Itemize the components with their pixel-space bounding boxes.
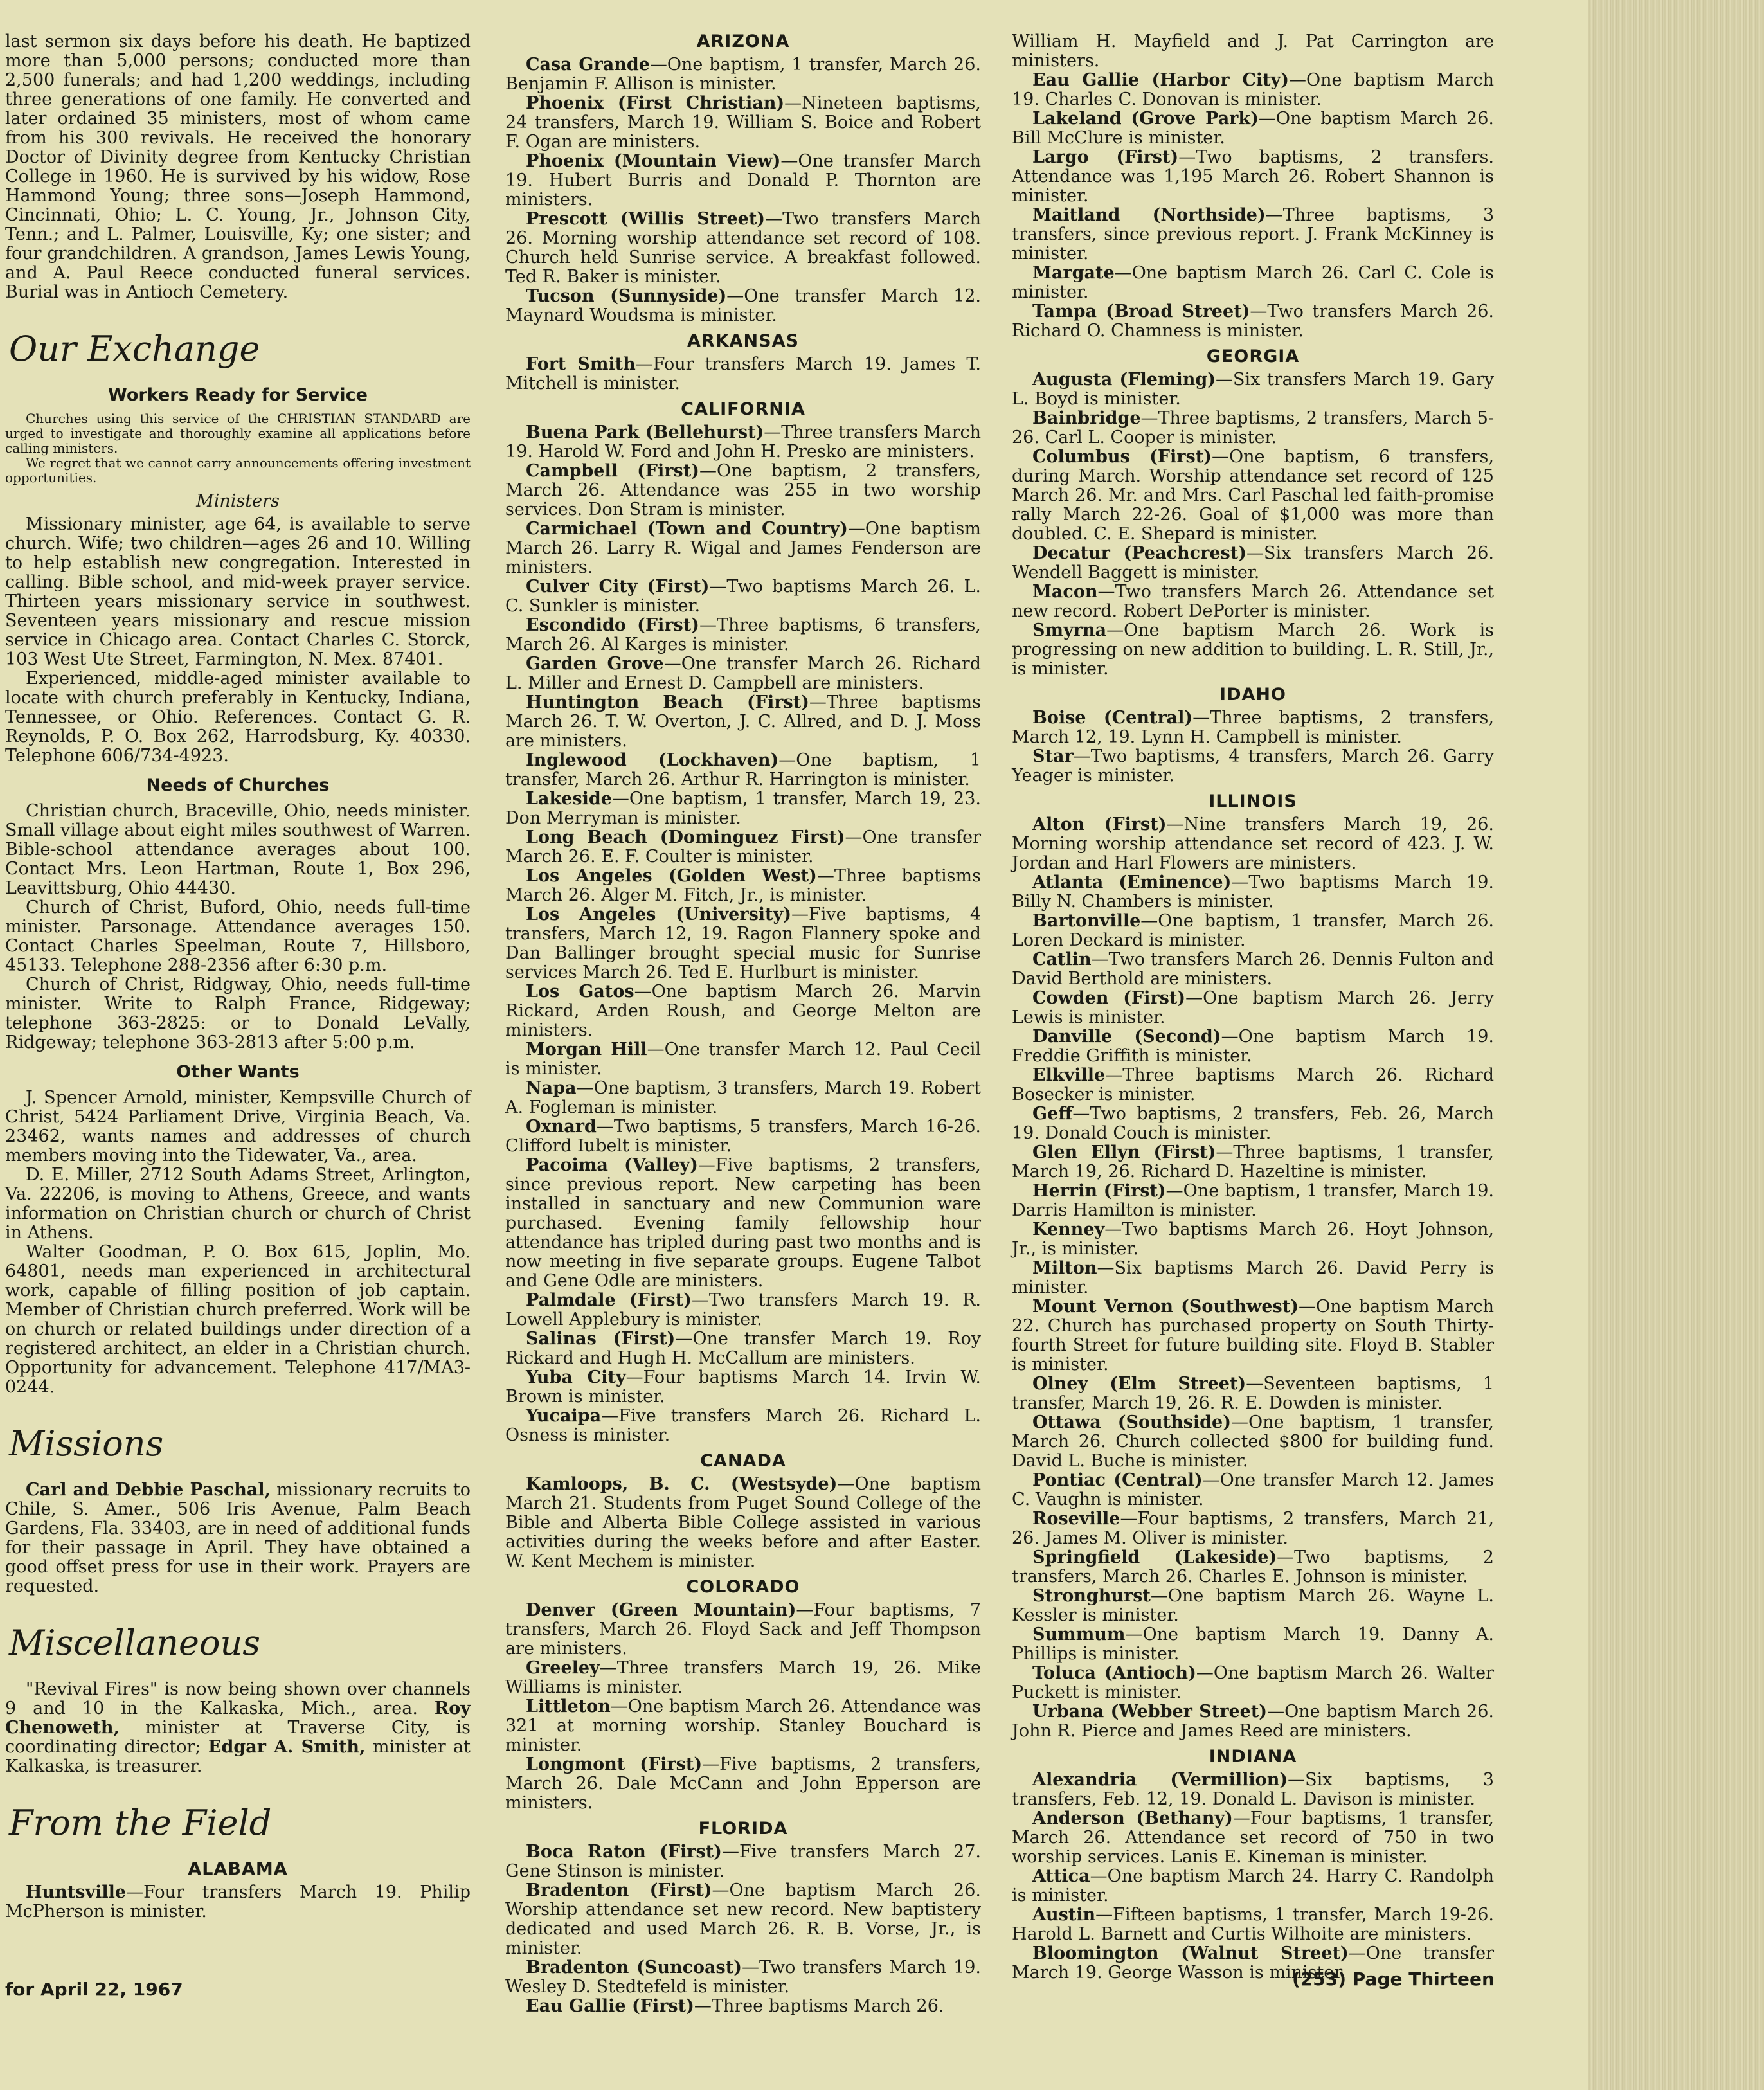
church-name: Danville (Second) xyxy=(1032,1027,1221,1047)
field-report xyxy=(505,1117,981,1156)
field-report xyxy=(1012,1867,1494,1905)
issue-date: for April 22, 1967 xyxy=(5,1979,183,2000)
field-report xyxy=(505,1156,981,1291)
field-report xyxy=(505,152,981,210)
report-text: —One transfer March 12. James C. Vaughn is minister. xyxy=(1012,1470,1494,1509)
field-report xyxy=(505,462,981,519)
church-name: Denver (Green Mountain) xyxy=(526,1600,797,1620)
report-text: —Four baptisms, 7 transfers, March 26. Floyd Sack and Jeff Thompson are ministers. xyxy=(505,1600,981,1659)
report-text: —Two baptisms March 26. L. C. Sunkler is minister. xyxy=(505,577,981,616)
church-name: Decatur (Peachcrest) xyxy=(1032,543,1246,563)
church-name: Herrin (First) xyxy=(1032,1181,1166,1201)
field-report xyxy=(1012,1182,1494,1220)
report-text: —Three baptisms, 1 transfer, March 19, 26. Richard D. Hazeltine is minister. xyxy=(1012,1142,1494,1182)
report-text: —One baptism March 19. Danny A. Phillips is minister. xyxy=(1012,1625,1494,1664)
church-name: Greeley xyxy=(526,1658,600,1678)
field-report xyxy=(1012,950,1494,989)
field-report xyxy=(1012,815,1494,873)
report-text: —Two transfers March 26. Morning worship attendance set record of 108. Church held Sunrise service. A breakfast followed. Ted R. Baker is minister. xyxy=(505,209,982,287)
report-text: —Three baptisms March 26. Alger M. Fitch, Jr., is minister. xyxy=(505,866,981,905)
report-text: —One baptism, 2 transfers, March 26. Attendance was 255 in two worship services. Don Stram is minister. xyxy=(505,461,981,519)
church-name: Yucaipa xyxy=(526,1406,602,1426)
field-report xyxy=(505,1079,981,1117)
report-text: —One baptism March 26. Larry R. Wigal and James Fenderson are ministers. xyxy=(505,519,981,577)
report-text: —Three baptisms, 2 transfers, March 5-26. Carl L. Cooper is minister. xyxy=(1012,408,1494,447)
section-title-missions: Missions xyxy=(9,1423,164,1464)
church-name: Bartonville xyxy=(1032,911,1141,931)
minister-ad: Experienced, middle-aged minister available to locate with church preferably in Kentucky, Indiana, Tennessee, or Ohio. References. Contact G. R. Reynolds, P. O. Box 262, Harrodsburg, Ky. 40330. Telephone 606/734-4923. xyxy=(5,669,471,766)
church-name: Huntsville xyxy=(26,1882,127,1902)
report-text: —Two transfers March 26. Dennis Fulton and David Berthold are ministers. xyxy=(1012,950,1494,989)
field-report xyxy=(505,1407,981,1445)
book-page-edge xyxy=(1588,0,1764,2090)
report-text: —One baptism March 19. Charles C. Donovan is minister. xyxy=(1012,70,1494,109)
church-name: Tucson (Sunnyside) xyxy=(526,286,727,306)
field-report xyxy=(1012,1220,1494,1259)
church-name: Milton xyxy=(1032,1258,1097,1278)
missions-names: Carl and Debbie Paschal, xyxy=(26,1480,271,1500)
field-report xyxy=(1012,544,1494,582)
field-report xyxy=(1012,370,1494,409)
church-name: Macon xyxy=(1032,582,1098,602)
field-report xyxy=(505,423,981,462)
church-name: Pacoima (Valley) xyxy=(526,1155,698,1175)
field-report xyxy=(505,1291,981,1329)
church-name: Garden Grove xyxy=(526,654,664,674)
report-text: —Two baptisms March 26. Hoyt Johnson, Jr., is minister. xyxy=(1012,1220,1494,1259)
field-report xyxy=(505,1601,981,1659)
field-report xyxy=(505,1697,981,1755)
workers-heading: Workers Ready for Service xyxy=(108,385,368,405)
report-text: —Six transfers March 19. Gary L. Boyd is minister. xyxy=(1012,370,1494,409)
field-report xyxy=(1012,1905,1494,1944)
field-report xyxy=(1012,109,1494,148)
field-report xyxy=(1012,409,1494,447)
church-name: Kamloops, B. C. (Westsyde) xyxy=(526,1474,838,1494)
field-report xyxy=(505,1368,981,1407)
report-text: —One baptism, 1 transfer, March 26. Loren Deckard is minister. xyxy=(1012,911,1494,950)
report-text: —One transfer March 19. Roy Rickard and Hugh H. McCallum are ministers. xyxy=(505,1329,982,1368)
field-report xyxy=(5,1883,471,1922)
field-report xyxy=(505,905,981,982)
church-need: Church of Christ, Ridgway, Ohio, needs full-time minister. Write to Ralph France, Ridgeway; telephone 363-2825: or to Donald LeVally, Ridgeway; telephone 363-2813 after 5:00 p.m. xyxy=(5,975,471,1052)
field-report xyxy=(505,1755,981,1813)
field-report xyxy=(505,1659,981,1697)
report-text: —Five baptisms, 4 transfers, March 12, 19. Ragon Flannery spoke and Dan Ballinger brought special music for Sunrise services March 26. Ted E. Hurlburt is minister. xyxy=(505,905,981,982)
report-text: —Six baptisms March 26. David Perry is minister. xyxy=(1012,1258,1494,1297)
field-report xyxy=(1012,1625,1494,1664)
church-name: Los Angeles (Golden West) xyxy=(526,866,817,886)
church-name: Toluca (Antioch) xyxy=(1032,1663,1196,1683)
church-name: Carmichael (Town and Country) xyxy=(526,519,848,539)
field-report xyxy=(1012,1809,1494,1867)
field-report xyxy=(505,654,981,693)
section-title-from-the-field: From the Field xyxy=(9,1803,272,1843)
report-text: —Two baptisms, 2 transfers. Attendance was 1,195 March 26. Robert Shannon is minister. xyxy=(1012,147,1494,206)
report-text: —One baptism March 19. Freddie Griffith is minister. xyxy=(1012,1027,1494,1066)
field-report xyxy=(505,94,981,152)
church-need: Church of Christ, Buford, Ohio, needs full-time minister. Parsonage. Attendance averages 150. Contact Charles Speelman, Route 7, Hillsboro, 45133. Telephone 288-2356 after 6:30 p.m. xyxy=(5,897,471,975)
misc-text: minister at Traverse City, is coordinating director; xyxy=(5,1718,471,1757)
church-name: Littleton xyxy=(526,1697,611,1716)
church-name: Pontiac (Central) xyxy=(1032,1470,1203,1490)
field-report xyxy=(505,693,981,751)
report-text: —One baptism, 1 transfer, March 26. Benjamin F. Allison is minister. xyxy=(505,55,981,94)
missions-item xyxy=(5,1481,471,1596)
section-title-miscellaneous: Miscellaneous xyxy=(9,1623,260,1663)
report-text: —Three baptisms March 26. Richard Bosecker is minister. xyxy=(1012,1065,1494,1104)
church-name: Palmdale (First) xyxy=(526,1290,692,1310)
report-text: —Two transfers March 19. Wesley D. Stedtefeld is minister. xyxy=(505,1958,982,1997)
state-heading: ALABAMA xyxy=(188,1859,288,1879)
church-name: Springfield (Lakeside) xyxy=(1032,1547,1277,1567)
report-text: —Nineteen baptisms, 24 transfers, March 19. William S. Boice and Robert F. Ogan are ministers. xyxy=(505,93,981,152)
obituary-text: last sermon six days before his death. He baptized more than 5,000 persons; conducted more than 2,500 funerals; and had 1,200 weddings, including three generations of one family. He converted and later ordained 35 ministers, most of whom came from his 300 revivals. He received the honorary Doctor of Divinity degree from Kentucky Christian College in 1960. He is survived by his widow, Rose Hammond Young; three sons—Joseph Hammond, Cincinnati, Ohio; L. C. Young, Jr., Johnson City, Tenn.; and L. Palmer, Louisville, Ky; one sister; and four grandchildren. A grandson, James Lewis Young, and A. Paul Reece conducted funeral services. Burial was in Antioch Cemetery. xyxy=(5,32,471,302)
field-report xyxy=(505,1881,981,1958)
field-report xyxy=(1012,1297,1494,1374)
church-name: Glen Ellyn (First) xyxy=(1032,1142,1216,1162)
report-text: —One baptism, 1 transfer, March 26. Church collected $800 for building fund. David L. Buche is minister. xyxy=(1012,1412,1494,1471)
report-text: —One transfer March 26. Richard L. Miller and Ernest D. Campbell are ministers. xyxy=(505,654,981,693)
misc-text: minister at Kalkaska, is treasurer. xyxy=(5,1737,471,1776)
ministers-heading: Ministers xyxy=(196,491,280,511)
field-report xyxy=(1012,1143,1494,1182)
field-report xyxy=(1012,989,1494,1027)
church-name: Eau Gallie (First) xyxy=(526,1996,694,2016)
church-name: Bloomington (Walnut Street) xyxy=(1032,1943,1349,1963)
report-text: —One baptism March 26. Bill McClure is minister. xyxy=(1012,109,1494,148)
report-text: —One baptism March 24. Harry C. Randolph is minister. xyxy=(1012,1866,1494,1905)
report-text: —Four baptisms March 14. Irvin W. Brown is minister. xyxy=(505,1367,981,1407)
report-text: —One baptism, 3 transfers, March 19. Robert A. Fogleman is minister. xyxy=(505,1078,981,1117)
field-report xyxy=(505,519,981,577)
report-text: —Seventeen baptisms, 1 transfer, March 19, 26. R. E. Dowden is minister. xyxy=(1012,1374,1494,1413)
want-ad: Walter Goodman, P. O. Box 615, Joplin, Mo. 64801, needs man experienced in architectural work, capable of filling position of job captain. Member of Christian church preferred. Work will be on church or related buildings under direction of a registered architect, an elder in a Christian church. Opportunity for advancement. Telephone 417/MA3-0244. xyxy=(5,1242,471,1397)
page-number: (253) Page Thirteen xyxy=(1292,1968,1495,1990)
field-report xyxy=(1012,1413,1494,1471)
report-text: —One baptism March 22. Church has purchased property on South Thirty-fourth Street for future building site. Floyd B. Stabler is minister. xyxy=(1012,1297,1494,1374)
state-heading: CALIFORNIA xyxy=(681,399,806,419)
field-report xyxy=(1012,912,1494,950)
report-text: —One transfer March 12. Paul Cecil is minister. xyxy=(505,1040,981,1079)
report-text: —Three baptisms, 6 transfers, March 26. Al Karges is minister. xyxy=(505,615,981,654)
investment-notice: We regret that we cannot carry announcements offering investment opportunities. xyxy=(5,455,471,485)
state-heading: CANADA xyxy=(700,1451,786,1471)
church-name: Tampa (Broad Street) xyxy=(1032,302,1250,321)
report-text: —Four transfers March 19. James T. Mitchell is minister. xyxy=(505,354,981,393)
report-text: —Four baptisms, 2 transfers, March 21, 26. James M. Oliver is minister. xyxy=(1012,1509,1494,1548)
report-text: —One baptism March 26. Marvin Rickard, Arden Roush, and George Melton are ministers. xyxy=(505,982,982,1040)
church-name: Inglewood (Lockhaven) xyxy=(526,750,779,770)
report-text: —One baptism March 26. Attendance was 321 at morning worship. Stanley Bouchard is minister. xyxy=(505,1697,981,1755)
state-heading: GEORGIA xyxy=(1206,347,1300,366)
state-heading: COLORADO xyxy=(686,1577,800,1597)
report-text: —One baptism March 26. Jerry Lewis is minister. xyxy=(1012,988,1494,1027)
church-name: Augusta (Fleming) xyxy=(1032,370,1216,390)
church-name: Boca Raton (First) xyxy=(526,1842,722,1862)
report-text: —One transfer March 26. E. F. Coulter is minister. xyxy=(505,827,981,867)
church-name: Margate xyxy=(1032,263,1115,283)
report-text: —Five transfers March 26. Richard L. Osness is minister. xyxy=(505,1406,981,1445)
church-name: Columbus (First) xyxy=(1032,447,1212,467)
missions-body: missionary recruits to Chile, S. Amer., 506 Iris Avenue, Palm Beach Gardens, Fla. 33403, are in need of additional funds for their passage in April. They have obtained a good offset press for use in their work. Prayers are requested. xyxy=(5,1480,471,1596)
church-name: Austin xyxy=(1032,1905,1096,1925)
report-text: —Three baptisms, 2 transfers, March 12, 19. Lynn H. Campbell is minister. xyxy=(1012,708,1494,747)
field-report xyxy=(1012,708,1494,747)
church-name: Kenney xyxy=(1032,1220,1105,1239)
church-name: Yuba City xyxy=(526,1367,626,1387)
field-report xyxy=(505,616,981,654)
report-text: —Three baptisms, 3 transfers, since previous report. J. Frank McKinney is minister. xyxy=(1012,205,1494,264)
report-text: —One baptism March 26. Carl C. Cole is minister. xyxy=(1012,263,1494,302)
report-text: —Six baptisms, 3 transfers, Feb. 12, 19. Donald L. Davison is minister. xyxy=(1012,1770,1494,1809)
report-text: —One baptism March 26. Walter Puckett is minister. xyxy=(1012,1663,1494,1702)
state-heading: IDAHO xyxy=(1220,685,1286,705)
church-name: Napa xyxy=(526,1078,577,1098)
church-name: Olney (Elm Street) xyxy=(1032,1374,1246,1394)
church-name: Alton (First) xyxy=(1032,815,1167,834)
right-column xyxy=(1012,32,1494,1983)
report-text: —One baptism, 6 transfers, during March. Worship attendance set record of 125 March 26. Mr. and Mrs. Carl Paschal led faith-promise rally March 22-26. Goal of $1,000 was more than doubled. C. E. Shepard is minister. xyxy=(1012,447,1495,544)
church-name: Smyrna xyxy=(1032,620,1107,640)
church-name: Longmont (First) xyxy=(526,1754,703,1774)
field-report xyxy=(505,287,981,325)
report-text: —Three transfers March 19. Harold W. Ford and John H. Presko are ministers. xyxy=(505,422,981,462)
report-text: —One baptism March 26. John R. Pierce and James Reed are ministers. xyxy=(1012,1702,1494,1741)
field-report xyxy=(1012,1664,1494,1702)
church-name: Bainbridge xyxy=(1032,408,1141,428)
church-name: Catlin xyxy=(1032,950,1092,969)
field-report xyxy=(1012,747,1494,786)
church-name: Salinas (First) xyxy=(526,1329,676,1349)
field-report xyxy=(1012,1509,1494,1548)
church-name: Geff xyxy=(1032,1104,1073,1124)
church-name: Campbell (First) xyxy=(526,461,699,481)
report-text: —Two baptisms, 5 transfers, March 16-26. Clifford Iubelt is minister. xyxy=(505,1117,981,1156)
report-text: —Two transfers March 26. Attendance set new record. Robert DePorter is minister. xyxy=(1012,582,1494,621)
want-ad: D. E. Miller, 2712 South Adams Street, Arlington, Va. 22206, is moving to Athens, Greece, and wants information on Christian church or church of Christ in Athens. xyxy=(5,1165,471,1243)
report-text: —One baptism, 1 transfer, March 19, 23. Don Merryman is minister. xyxy=(505,789,981,828)
other-wants-heading: Other Wants xyxy=(176,1062,300,1082)
misc-name: Roy Chenoweth, xyxy=(5,1698,471,1738)
report-text: —Three baptisms March 26. xyxy=(694,1996,944,2016)
church-name: Escondido (First) xyxy=(526,615,699,635)
field-report xyxy=(505,867,981,905)
church-name: Lakeland (Grove Park) xyxy=(1032,109,1259,129)
report-text: —Three baptisms March 26. T. W. Overton, J. C. Allred, and D. J. Moss are ministers. xyxy=(505,692,982,751)
field-report xyxy=(1012,621,1494,679)
report-text: —One transfer March 12. Maynard Woudsma is minister. xyxy=(505,286,981,325)
church-name: Largo (First) xyxy=(1032,147,1179,167)
field-report xyxy=(1012,1259,1494,1297)
church-name: Maitland (Northside) xyxy=(1032,205,1266,225)
church-name: Phoenix (First Christian) xyxy=(526,93,785,113)
church-need: Christian church, Braceville, Ohio, needs minister. Small village about eight miles southwest of Warren. Bible-school attendance averages about 100. Contact Mrs. Leon Hartman, Route 1, Box 296, Leavittsburg, Ohio 44430. xyxy=(5,801,471,898)
report-text: —One transfer March 19. George Wasson is minister. xyxy=(1012,1943,1494,1983)
church-name: Attica xyxy=(1032,1866,1090,1886)
misc-item xyxy=(5,1680,471,1776)
church-name: Urbana (Webber Street) xyxy=(1032,1702,1268,1722)
field-report xyxy=(1012,582,1494,621)
field-report xyxy=(505,1475,981,1571)
field-report xyxy=(505,1842,981,1881)
report-text: —One transfer March 19. Hubert Burris and Donald P. Thornton are ministers. xyxy=(505,151,981,210)
report-text: —One baptism March 26. Work is progressing on new addition to building. L. R. Still, Jr., is minister. xyxy=(1012,620,1494,679)
report-text: —Nine transfers March 19, 26. Morning worship attendance set record of 423. J. W. Jordan and Harl Flowers are ministers. xyxy=(1012,815,1494,873)
state-heading: ILLINOIS xyxy=(1209,791,1297,811)
church-name: Long Beach (Dominguez First) xyxy=(526,827,845,847)
church-name: Oxnard xyxy=(526,1117,597,1137)
church-name: Casa Grande xyxy=(526,55,650,75)
report-text: —Five baptisms, 2 transfers, March 26. Dale McCann and John Epperson are ministers. xyxy=(505,1754,981,1813)
report-text: —Two transfers March 26. Richard O. Chamness is minister. xyxy=(1012,302,1495,341)
field-report xyxy=(505,1040,981,1079)
field-report xyxy=(1012,264,1494,302)
service-notice: Churches using this service of the CHRISTIAN STANDARD are urged to investigate and thoroughly examine all applications before calling ministers. xyxy=(5,411,471,456)
report-text: —Six transfers March 26. Wendell Baggett is minister. xyxy=(1012,543,1494,582)
section-title-our-exchange: Our Exchange xyxy=(9,329,260,369)
misc-text: "Revival Fires" is now being shown over channels 9 and 10 in the Kalkaska, Mich., area. xyxy=(5,1679,471,1718)
report-text: —Five baptisms, 2 transfers, since previous report. New carpeting has been installed in sanctuary and new Communion ware purchased. Evening family fellowship hour attendance has tripled during past two months and is now meeting in five separate groups. Eugene Talbot and Gene Odle are ministers. xyxy=(505,1155,981,1291)
church-name: Anderson (Bethany) xyxy=(1032,1808,1233,1828)
field-report xyxy=(1012,447,1494,544)
church-name: Eau Gallie (Harbor City) xyxy=(1032,70,1290,90)
report-text: —Fifteen baptisms, 1 transfer, March 19-26. Harold L. Barnett and Curtis Wilhoite are ministers. xyxy=(1012,1905,1494,1944)
report-text: —Two baptisms, 2 transfers, March 26. Charles E. Johnson is minister. xyxy=(1012,1547,1494,1587)
report-text: —Two baptisms, 4 transfers, March 26. Garry Yeager is minister. xyxy=(1012,746,1494,786)
field-report xyxy=(1012,1702,1494,1741)
field-report xyxy=(505,210,981,287)
report-text: —One baptism March 26. Wayne L. Kessler is minister. xyxy=(1012,1586,1494,1625)
church-name: Morgan Hill xyxy=(526,1040,647,1059)
church-name: Lakeside xyxy=(526,789,612,809)
field-report xyxy=(1012,873,1494,912)
church-name: Los Angeles (University) xyxy=(526,905,791,924)
church-name: Los Gatos xyxy=(526,982,634,1002)
church-name: Prescott (Willis Street) xyxy=(526,209,766,229)
report-text: —One baptism March 26. Worship attendance set new record. New baptistery dedicated and used March 26. R. B. Vorse, Jr., is minister. xyxy=(505,1880,981,1958)
church-name: Roseville xyxy=(1032,1509,1120,1529)
church-name: Ottawa (Southside) xyxy=(1032,1412,1231,1432)
left-column xyxy=(5,32,471,1922)
church-name: Stronghurst xyxy=(1032,1586,1151,1606)
church-name: Bradenton (Suncoast) xyxy=(526,1958,742,1977)
report-continuation: William H. Mayfield and J. Pat Carrington are ministers. xyxy=(1012,32,1494,71)
church-name: Buena Park (Bellehurst) xyxy=(526,422,764,442)
report-text: —Four baptisms, 1 transfer, March 26. Attendance set record of 750 in two worship services. Lanis E. Kineman is minister. xyxy=(1012,1808,1494,1867)
field-report xyxy=(1012,1374,1494,1413)
church-name: Alexandria (Vermillion) xyxy=(1032,1770,1288,1790)
field-report xyxy=(505,577,981,616)
state-heading: ARIZONA xyxy=(696,32,790,51)
want-ad: J. Spencer Arnold, minister, Kempsville Church of Christ, 5424 Parliament Drive, Virginia Beach, Va. 23462, wants names and addresses of church members moving into the Tidewater, Va., area. xyxy=(5,1088,471,1166)
field-report xyxy=(1012,148,1494,206)
church-name: Fort Smith xyxy=(526,354,636,374)
needs-heading: Needs of Churches xyxy=(146,775,330,795)
field-report xyxy=(1012,1548,1494,1587)
report-text: —Two baptisms March 19. Billy N. Chambers is minister. xyxy=(1012,872,1494,912)
state-heading: ARKANSAS xyxy=(687,331,799,351)
field-report xyxy=(505,789,981,828)
field-report xyxy=(505,55,981,94)
church-name: Atlanta (Eminence) xyxy=(1032,872,1232,892)
middle-column xyxy=(505,32,981,2016)
field-report xyxy=(505,1958,981,1997)
minister-ad: Missionary minister, age 64, is available to serve church. Wife; two children—ages 26 and 10. Willing to help establish new congregation. Interested in calling. Bible school, and mid-week prayer service. Thirteen years missionary service in southwest. Seventeen years missionary and rescue mission service in Chicago area. Contact Charles C. Storck, 103 West Ute Street, Farmington, N. Mex. 87401. xyxy=(5,514,471,669)
church-name: Huntington Beach (First) xyxy=(526,692,809,712)
report-text: —Four transfers March 19. Philip McPherson is minister. xyxy=(5,1882,471,1922)
field-report xyxy=(505,751,981,789)
field-report xyxy=(1012,302,1494,341)
church-name: Phoenix (Mountain View) xyxy=(526,151,781,171)
report-text: —One baptism, 1 transfer, March 26. Arthur R. Harrington is minister. xyxy=(505,750,981,789)
church-name: Culver City (First) xyxy=(526,577,710,597)
report-text: —One baptism, 1 transfer, March 19. Darris Hamilton is minister. xyxy=(1012,1181,1494,1220)
church-name: Bradenton (First) xyxy=(526,1880,712,1900)
church-name: Summum xyxy=(1032,1625,1126,1644)
church-name: Boise (Central) xyxy=(1032,708,1193,728)
field-report xyxy=(505,1997,981,2016)
church-name: Elkville xyxy=(1032,1065,1106,1085)
field-report xyxy=(505,828,981,867)
field-report xyxy=(1012,1770,1494,1809)
report-text: —Two transfers March 19. R. Lowell Applebury is minister. xyxy=(505,1290,981,1329)
field-report xyxy=(1012,1027,1494,1066)
state-heading: FLORIDA xyxy=(698,1819,788,1839)
state-heading: INDIANA xyxy=(1209,1747,1297,1767)
report-text: —Two baptisms, 2 transfers, Feb. 26, March 19. Donald Couch is minister. xyxy=(1012,1104,1494,1143)
church-name: Mount Vernon (Southwest) xyxy=(1032,1297,1299,1317)
misc-name: Edgar A. Smith, xyxy=(208,1737,366,1757)
field-report xyxy=(505,982,981,1040)
church-name: Star xyxy=(1032,746,1074,766)
field-report xyxy=(505,1329,981,1368)
report-text: —One baptism March 21. Students from Puget Sound College of the Bible and Alberta Bible College assisted in various activities during the weeks before and after Easter. W. Kent Mechem is minister. xyxy=(505,1474,981,1571)
field-report xyxy=(1012,1471,1494,1509)
field-report xyxy=(1012,1066,1494,1104)
field-report xyxy=(1012,1587,1494,1625)
field-report xyxy=(505,355,981,393)
report-text: —Five transfers March 27. Gene Stinson is minister. xyxy=(505,1842,981,1881)
field-report xyxy=(1012,1104,1494,1143)
field-report xyxy=(1012,206,1494,264)
church-name: Cowden (First) xyxy=(1032,988,1186,1008)
field-report xyxy=(1012,71,1494,109)
report-text: —Three transfers March 19, 26. Mike Williams is minister. xyxy=(505,1658,981,1697)
